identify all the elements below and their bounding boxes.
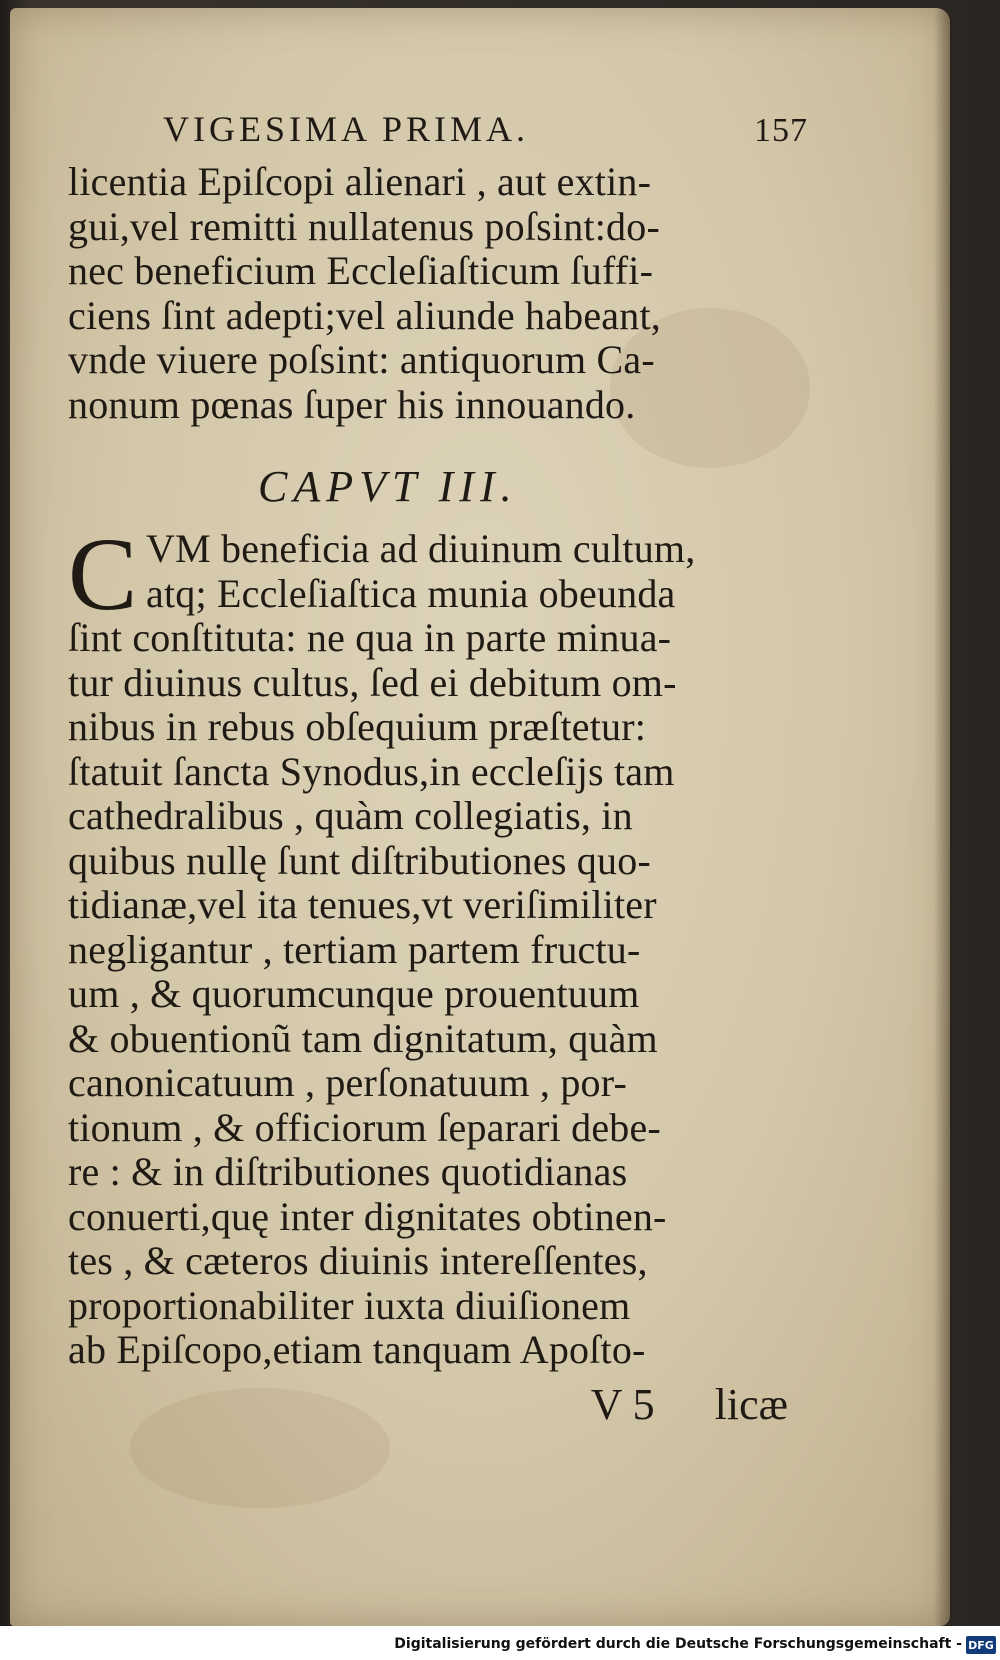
text-line: canonicatuum , perſonatuum , por-	[68, 1060, 627, 1105]
paragraph-2	[68, 616, 788, 1373]
text-line: nec beneficium Eccleſiaſticum ſuffi-	[68, 248, 654, 293]
text-line: vnde viuere poſsint: antiquorum Ca-	[68, 337, 655, 382]
text-line: & obuentionũ tam dignitatum, quàm	[68, 1015, 658, 1061]
text-line: proportionabiliter iuxta diuiſionem	[68, 1282, 631, 1328]
running-head-title: VIGESIMA PRIMA.	[163, 109, 530, 149]
text-line: tidianæ,vel ita tenues,vt veriſimiliter	[68, 882, 657, 927]
text-line: nibus in rebus obſequium præſtetur:	[68, 704, 647, 749]
book-page	[10, 8, 950, 1626]
text-line: tur diuinus cultus, ſed ei debitum om-	[68, 659, 677, 705]
text-block	[68, 108, 808, 1431]
text-line: re : & in diſtributiones quotidianas	[68, 1149, 628, 1194]
text-line: quibus nullę ſunt diſtributiones quo-	[68, 837, 651, 883]
text-line: gui,vel remitti nullatenus poſsint:do-	[68, 203, 660, 249]
text-line: um , & quorumcunque prouentuum	[68, 971, 640, 1016]
text-line: ciens ſint adepti;vel aliunde habeant,	[68, 292, 661, 338]
catchword: licæ	[714, 1379, 788, 1429]
chapter-heading: CAPVT III.	[258, 462, 518, 511]
text-line: ſint conſtituta: ne qua in parte minua-	[68, 615, 672, 660]
footer-credit: Digitalisierung gefördert durch die Deutsche Forschungsgemeinschaft -	[394, 1636, 962, 1652]
page-number: 157	[754, 112, 808, 149]
text-line: cathedralibus , quàm collegiatis, in	[68, 793, 633, 838]
paragraph-1	[68, 160, 788, 427]
text-line: tionum , & officiorum ſeparari debe-	[68, 1104, 661, 1150]
catchline	[68, 1379, 788, 1431]
footer-bar	[0, 1626, 1000, 1660]
text-line: atq; Eccleſiaſtica munia obeunda	[146, 570, 676, 616]
page-gutter-shadow	[934, 8, 952, 1626]
text-line: ab Epiſcopo,etiam tanquam Apoſto-	[68, 1327, 646, 1372]
text-line: VM beneficia ad diuinum cultum,	[146, 526, 696, 571]
text-line: ſtatuit ſancta Synodus,in eccleſijs tam	[68, 748, 675, 794]
text-line: licentia Epiſcopi alienari , aut extin-	[68, 159, 652, 204]
signature-mark: V 5	[590, 1379, 655, 1429]
running-head	[163, 108, 808, 156]
paragraph-2-opening	[68, 517, 788, 632]
text-line: nonum pœnas ſuper his innouando.	[68, 381, 636, 427]
text-line: tes , & cæteros diuinis intereſſentes,	[68, 1238, 648, 1283]
text-line: conuerti,quę inter dignitates obtinen-	[68, 1193, 667, 1239]
text-line: negligantur , tertiam partem fructu-	[68, 926, 641, 972]
drop-capital: C	[68, 517, 138, 632]
dfg-logo: DFG	[966, 1636, 996, 1654]
